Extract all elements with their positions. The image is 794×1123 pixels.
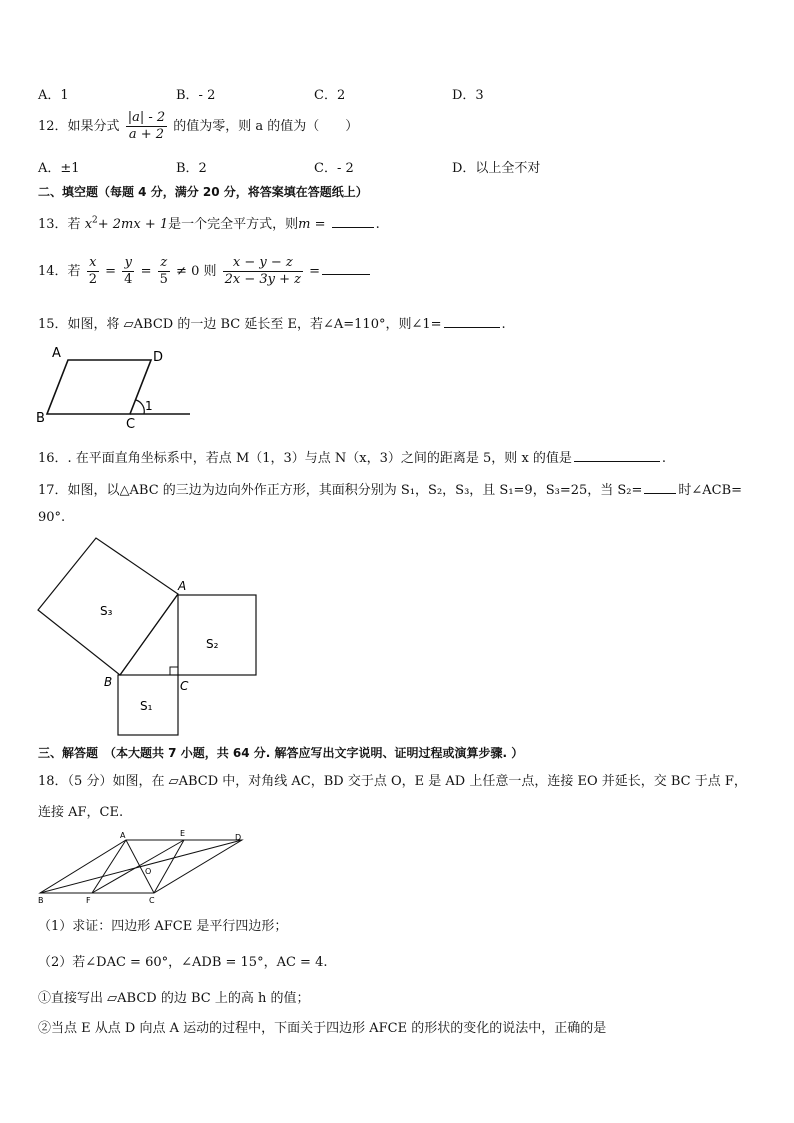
- q14-frac-3-num: z: [158, 255, 170, 272]
- q14-frac-2-den: 4: [124, 272, 133, 287]
- q18-sub-1: ①直接写出 ▱ABCD 的边 BC 上的高 h 的值；: [38, 991, 310, 1006]
- q14-frac-4: [223, 255, 303, 288]
- q13-end: .: [375, 217, 380, 232]
- q17-label-b: B: [104, 675, 113, 689]
- q18-segment-ef: [92, 840, 184, 893]
- q11-option-d: D．3: [452, 88, 484, 103]
- q15-label-d: D: [153, 350, 164, 365]
- q16-end: .: [661, 451, 667, 466]
- q18-segment-af: [92, 840, 126, 893]
- q15-label-b: B: [36, 411, 45, 426]
- q17-squares-figure: [30, 532, 270, 740]
- section-3-title: 三、解答题 （本大题共 7 小题，共 64 分. 解答应写出文字说明、证明过程或演算步骤. ）: [38, 746, 524, 760]
- q14-eq-2: =: [140, 264, 152, 279]
- q13-m: m: [298, 217, 311, 232]
- q17-label-a: A: [178, 579, 187, 593]
- q17-label-s2: S₂: [206, 637, 219, 651]
- q18-label-o: O: [145, 867, 152, 876]
- q17-text-1: 17．如图，以△ABC 的三边为边向外作正方形，其面积分别为 S₁，S₂，S₃，且 S₁=9，S₃=25，当 S₂=: [38, 483, 643, 498]
- q17-label-s3: S₃: [100, 604, 113, 618]
- q17-stem-line-1: [38, 479, 742, 498]
- q12-option-b: B．2: [176, 161, 207, 176]
- q12-prefix: 12．如果分式: [38, 119, 120, 134]
- q18-label-a: A: [120, 831, 126, 840]
- q14-frac-4-num: x − y − z: [223, 255, 303, 272]
- q15-angle-1-arc: [136, 400, 144, 414]
- q17-hypotenuse-ab: [120, 594, 178, 675]
- q11-option-b: B．- 2: [176, 88, 216, 103]
- q14-frac-3: [158, 255, 170, 288]
- q16-text: 16．. 在平面直角坐标系中，若点 M（1，3）与点 N（x，3）之间的距离是 5，则 x 的值是: [38, 451, 572, 466]
- q13-prefix: 13．若: [38, 217, 81, 232]
- q18-part-2: （2）若∠DAC = 60°，∠ADB = 15°，AC = 4.: [38, 955, 328, 970]
- q13-x: x: [84, 217, 93, 232]
- q12-frac-denominator: a + 2: [128, 127, 164, 142]
- q13-rest: + 2mx + 1: [97, 217, 169, 232]
- q11-option-c: C．2: [314, 88, 346, 103]
- q16-answer-blank[interactable]: [574, 448, 660, 462]
- q14-frac-1: [87, 255, 99, 288]
- q15-answer-blank[interactable]: [444, 314, 500, 328]
- q11-option-a: A．1: [38, 88, 69, 103]
- q18-diagonal-bd: [40, 840, 242, 893]
- q12-option-a: A．±1: [38, 161, 80, 176]
- q15-label-c: C: [126, 417, 136, 432]
- q15-parallelogram-figure: [30, 340, 200, 432]
- q17-label-s1: S₁: [140, 699, 153, 713]
- q13-exponent: 2: [92, 215, 98, 226]
- q14-answer-blank[interactable]: [322, 261, 370, 275]
- q18-parallelogram-figure: [36, 826, 250, 908]
- q12-suffix: 的值为零，则 a 的值为（ ）: [173, 119, 359, 134]
- q14-neq: ≠ 0 则: [176, 264, 217, 279]
- q14-frac-2: [122, 255, 134, 288]
- q17-stem-line-2: 90°.: [38, 510, 66, 525]
- q18-sub-2: ②当点 E 从点 D 向点 A 运动的过程中，下面关于四边形 AFCE 的形状的变化的说法中，正确的是: [38, 1021, 607, 1036]
- q18-label-c: C: [149, 896, 155, 905]
- q16-stem: [38, 447, 666, 466]
- q12-fraction: [126, 110, 167, 143]
- q12-option-c: C．- 2: [314, 161, 354, 176]
- q12-option-d: D．以上全不对: [452, 161, 541, 176]
- q12-frac-numerator: |a| - 2: [127, 110, 166, 125]
- q14-frac-1-num: x: [87, 255, 99, 272]
- q13-equals: =: [310, 217, 330, 232]
- q18-segment-ce: [154, 840, 184, 893]
- q18-label-b: B: [38, 896, 44, 905]
- q15-stem: [38, 313, 506, 332]
- q18-label-d: D: [235, 833, 242, 842]
- q14-frac-1-den: 2: [88, 272, 97, 287]
- q15-end: .: [501, 317, 506, 332]
- q17-text-1b: 时∠ACB=: [678, 483, 743, 498]
- q17-square-s2: [178, 595, 256, 675]
- q15-parallelogram: [47, 360, 151, 414]
- q18-stem-line-1: 18．（5 分）如图，在 ▱ABCD 中，对角线 AC，BD 交于点 O，E 是 AD 上任意一点，连接 EO 并延长，交 BC 于点 F，: [38, 774, 747, 789]
- q17-right-angle-mark: [170, 667, 178, 675]
- q13-stem: [38, 213, 380, 232]
- q14-prefix: 14．若: [38, 264, 81, 279]
- q13-answer-blank[interactable]: [332, 214, 374, 228]
- q14-frac-3-den: 5: [159, 272, 168, 287]
- q18-stem-line-2: 连接 AF，CE.: [38, 805, 124, 820]
- q13-middle: 是一个完全平方式，则: [168, 217, 299, 232]
- q14-frac-2-num: y: [122, 255, 134, 272]
- q14-stem: [38, 255, 372, 288]
- q17-answer-blank[interactable]: [644, 480, 676, 494]
- q14-frac-4-den: 2x − 3y + z: [224, 272, 302, 287]
- q15-label-1: 1: [145, 399, 153, 413]
- q18-label-f: F: [86, 896, 91, 905]
- q15-label-a: A: [52, 346, 61, 361]
- q15-text: 15．如图，将 ▱ABCD 的一边 BC 延长至 E，若∠A=110°，则∠1=: [38, 317, 442, 332]
- q17-label-c: C: [180, 679, 189, 693]
- q18-label-e: E: [180, 829, 186, 838]
- q14-eq-3: =: [309, 264, 321, 279]
- q14-eq-1: =: [105, 264, 117, 279]
- q12-stem: [38, 110, 358, 143]
- q18-part-1: （1）求证：四边形 AFCE 是平行四边形；: [38, 919, 288, 934]
- section-2-title: 二、填空题（每题 4 分，满分 20 分，将答案填在答题纸上）: [38, 185, 368, 199]
